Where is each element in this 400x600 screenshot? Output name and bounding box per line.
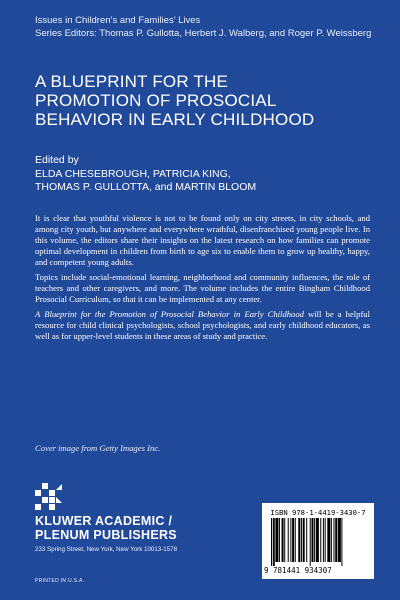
description-paragraph: It is clear that youthful violence is not to be found only on city streets, in city schools, and among city youth, but anywhere and everywhere wrathful, disenfranchised young people live. In this volume, the editors share their insights on the latest research on how families can promote optimal development in children from birth to age six to enable them to grow up healthy, happy, and competent young adults.: [35, 213, 370, 267]
title-line: BEHAVIOR IN EARLY CHILDHOOD: [35, 110, 315, 129]
barcode-bar: [311, 518, 313, 562]
series-info: [35, 14, 371, 40]
barcode-bar: [327, 518, 330, 562]
barcode-bar: [333, 518, 334, 562]
barcode-bar: [288, 518, 289, 562]
barcode-bar: [303, 518, 305, 562]
series-name: Issues in Children’s and Families’ Lives: [35, 15, 201, 26]
edited-by-label: Edited by: [35, 154, 79, 166]
barcode-bar: [271, 518, 272, 566]
barcode-bar: [316, 518, 319, 562]
barcode-bar: [282, 518, 284, 562]
cover-credit: Cover image from Getty Images Inc.: [35, 443, 161, 453]
barcode-bar: [331, 518, 332, 562]
editor-names-line: ELDA CHESEBROUGH, PATRICIA KING,: [35, 167, 231, 180]
barcode-bar: [314, 518, 315, 562]
barcode-bar: [310, 518, 311, 566]
editor-names-line: THOMAS P. GULLOTTA, and MARTIN BLOOM: [35, 181, 257, 193]
barcode-bar: [338, 518, 341, 562]
barcode-bar: [335, 518, 337, 562]
barcode-bar: [290, 518, 291, 562]
kluwer-logo-icon: [35, 483, 69, 513]
barcode-digits: 9 781441 934307: [264, 566, 332, 575]
isbn-label: ISBN 978-1-4419-3430-7: [270, 508, 366, 517]
barcode-bar: [295, 518, 296, 562]
barcode-bar: [306, 518, 307, 562]
barcode-bar: [279, 518, 280, 562]
book-title: [35, 72, 314, 129]
barcode-bar: [320, 518, 321, 562]
barcode-bar: [284, 518, 285, 562]
printed-in: PRINTED IN U.S.A.: [35, 578, 85, 584]
book-title-italic: A Blueprint for the Promotion of Prosocial Behavior in Early Childhood: [35, 309, 304, 319]
barcode-bar: [298, 518, 300, 562]
title-line: A BLUEPRINT FOR THE: [35, 72, 229, 91]
isbn-barcode-box: [262, 503, 374, 579]
description: [35, 213, 370, 346]
barcode-bar: [325, 518, 326, 562]
publisher-address: 233 Spring Street, New York, New York 10013-1578: [35, 546, 178, 553]
description-paragraph: [35, 309, 370, 342]
barcode-bar: [275, 518, 278, 562]
barcode-bar: [341, 518, 342, 566]
barcode-bar: [273, 518, 275, 566]
description-text: will be a helpful resource for child clinical psychologists, school psychologists, and early childhood educators, as well as for upper-level students in these areas of study and practice.: [35, 309, 370, 341]
publisher-line: PLENUM PUBLISHERS: [35, 528, 177, 542]
publisher-line: KLUWER ACADEMIC /: [35, 514, 173, 528]
publisher-name: [35, 514, 177, 542]
barcode-bar: [292, 518, 294, 562]
barcode: [271, 518, 365, 566]
description-paragraph: Topics include social-emotional learning, neighborhood and community influences, the role of teachers and other caregivers, and more. The volume includes the entire Bingham Childhood Prosocial Curriculum, so that it can be implemented at any center.: [35, 272, 370, 304]
title-line: PROMOTION OF PROSOCIAL: [35, 91, 277, 110]
barcode-bar: [323, 518, 324, 562]
barcode-bar: [301, 518, 302, 562]
editors-block: [35, 154, 256, 195]
series-editors: Series Editors: Thomas P. Gullotta, Herbert J. Walberg, and Roger P. Weissberg: [35, 28, 372, 39]
